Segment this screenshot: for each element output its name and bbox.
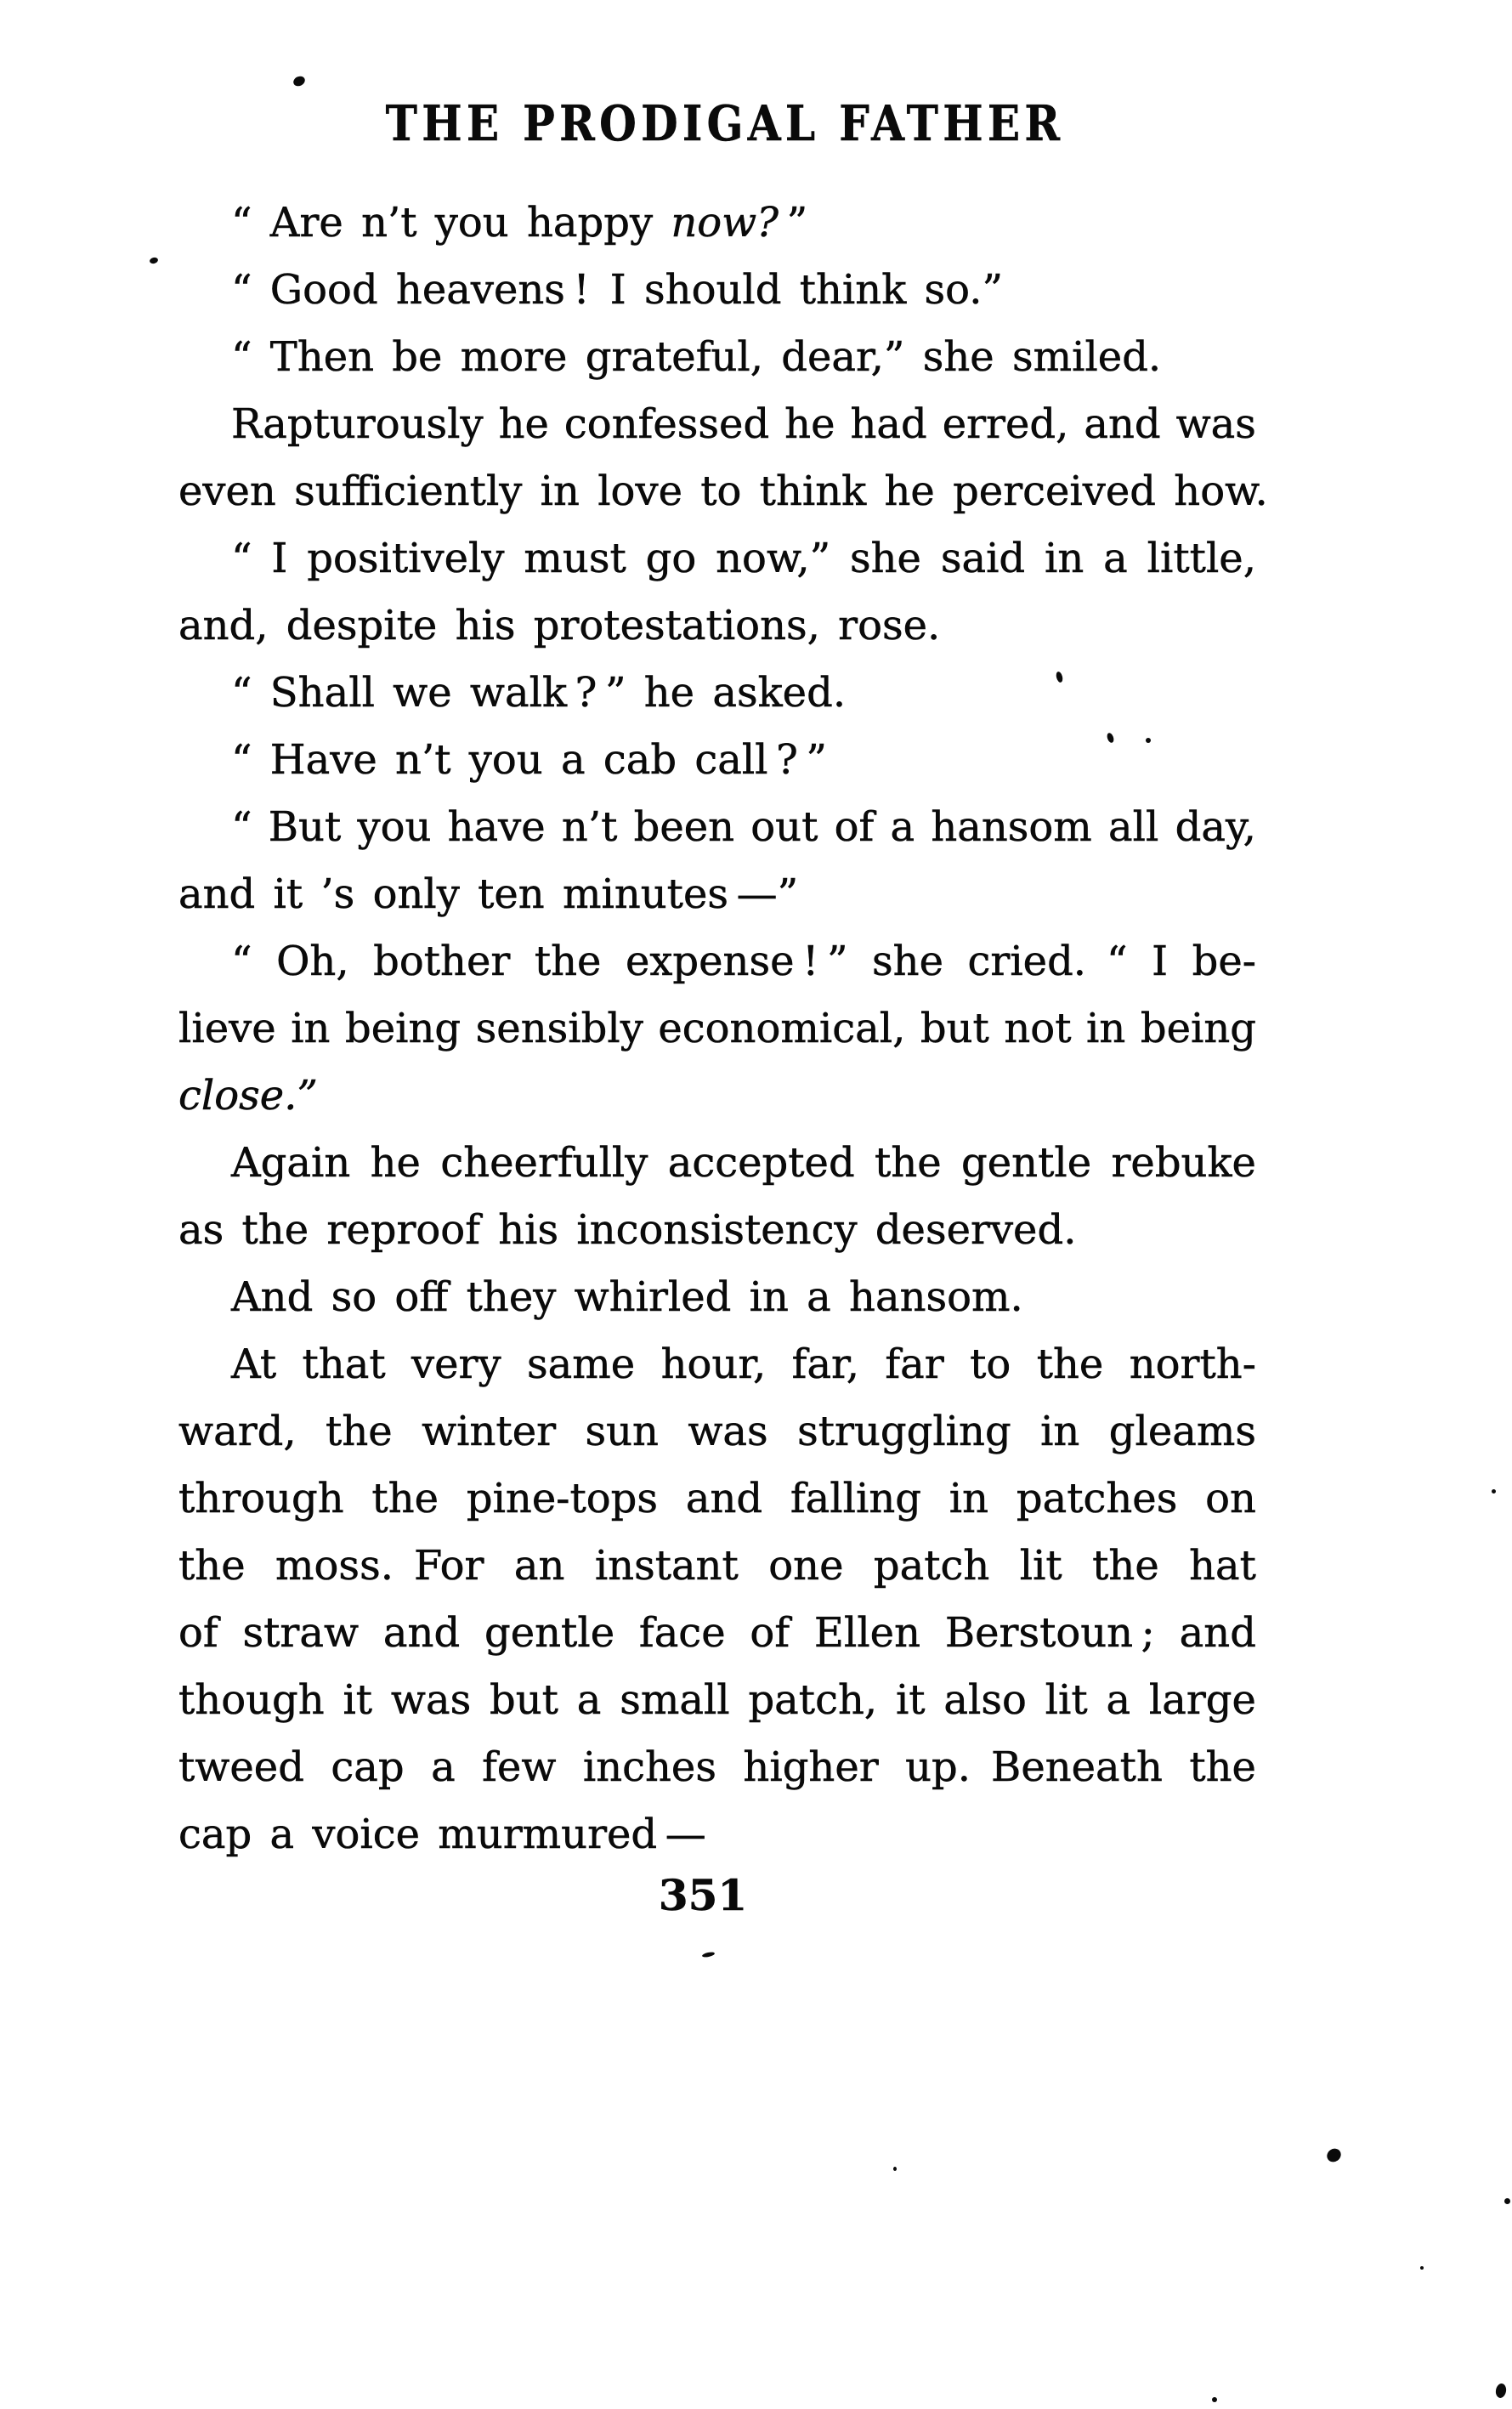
text-line: close.”: [178, 1072, 318, 1119]
text-line: “ Have n’t you a cab call ? ”: [231, 736, 827, 784]
text-line: Again he cheerfully accepted the gentle rebuke: [231, 1139, 1256, 1187]
text-line: Rapturously he confessed he had erred, and was: [231, 400, 1256, 448]
text-line: “ Good heavens ! I should think so.”: [231, 266, 1004, 314]
text-line: And so off they whirled in a hansom.: [231, 1273, 1023, 1321]
ink-speck: [292, 75, 306, 88]
ink-speck: [1324, 2145, 1344, 2164]
ink-speck: [149, 257, 158, 264]
text-line: “ But you have n’t been out of a hansom all day,: [231, 803, 1256, 851]
ink-speck: [1495, 2383, 1508, 2399]
text-line: even sufficiently in love to think he perceived how.: [178, 468, 1268, 515]
ink-speck: [1212, 2397, 1217, 2402]
ink-speck: [702, 1951, 716, 1958]
text-line: At that very same hour, far, far to the north-: [231, 1341, 1256, 1388]
text-line: “ Then be more grateful, dear,” she smiled.: [231, 333, 1162, 381]
text-line: the moss. For an instant one patch lit the hat: [178, 1542, 1256, 1590]
text-line: ward, the winter sun was struggling in gleams: [178, 1408, 1256, 1455]
text-line: through the pine-tops and falling in patches on: [178, 1475, 1256, 1522]
page-header: THE PRODIGAL FATHER: [385, 95, 1065, 152]
text-line: as the reproof his inconsistency deserved.: [178, 1206, 1077, 1254]
text-line: lieve in being sensibly economical, but not in being: [178, 1005, 1256, 1052]
text-line: “ Are n’t you happy now? ”: [231, 199, 808, 247]
text-line: “ I positively must go now,” she said in a little,: [231, 535, 1256, 582]
ink-speck: [893, 2167, 897, 2171]
body-text: [178, 190, 1268, 1868]
text-line: “ Shall we walk ? ” he asked.: [231, 669, 847, 717]
ink-speck: [1420, 2266, 1424, 2270]
text-line: “ Oh, bother the expense ! ” she cried. “ I be-: [231, 938, 1256, 985]
ink-speck: [1504, 2198, 1510, 2204]
ink-speck: [1492, 1489, 1496, 1494]
text-line: and it ’s only ten minutes —”: [178, 870, 799, 918]
text-line: cap a voice murmured —: [178, 1811, 706, 1858]
text-line: though it was but a small patch, it also lit a large: [178, 1676, 1256, 1724]
text-line: of straw and gentle face of Ellen Berstoun ; and: [178, 1609, 1256, 1657]
text-line: tweed cap a few inches higher up. Beneath the: [178, 1743, 1256, 1791]
text-line: and, despite his protestations, rose.: [178, 602, 941, 649]
page-number: 351: [658, 1870, 748, 1920]
